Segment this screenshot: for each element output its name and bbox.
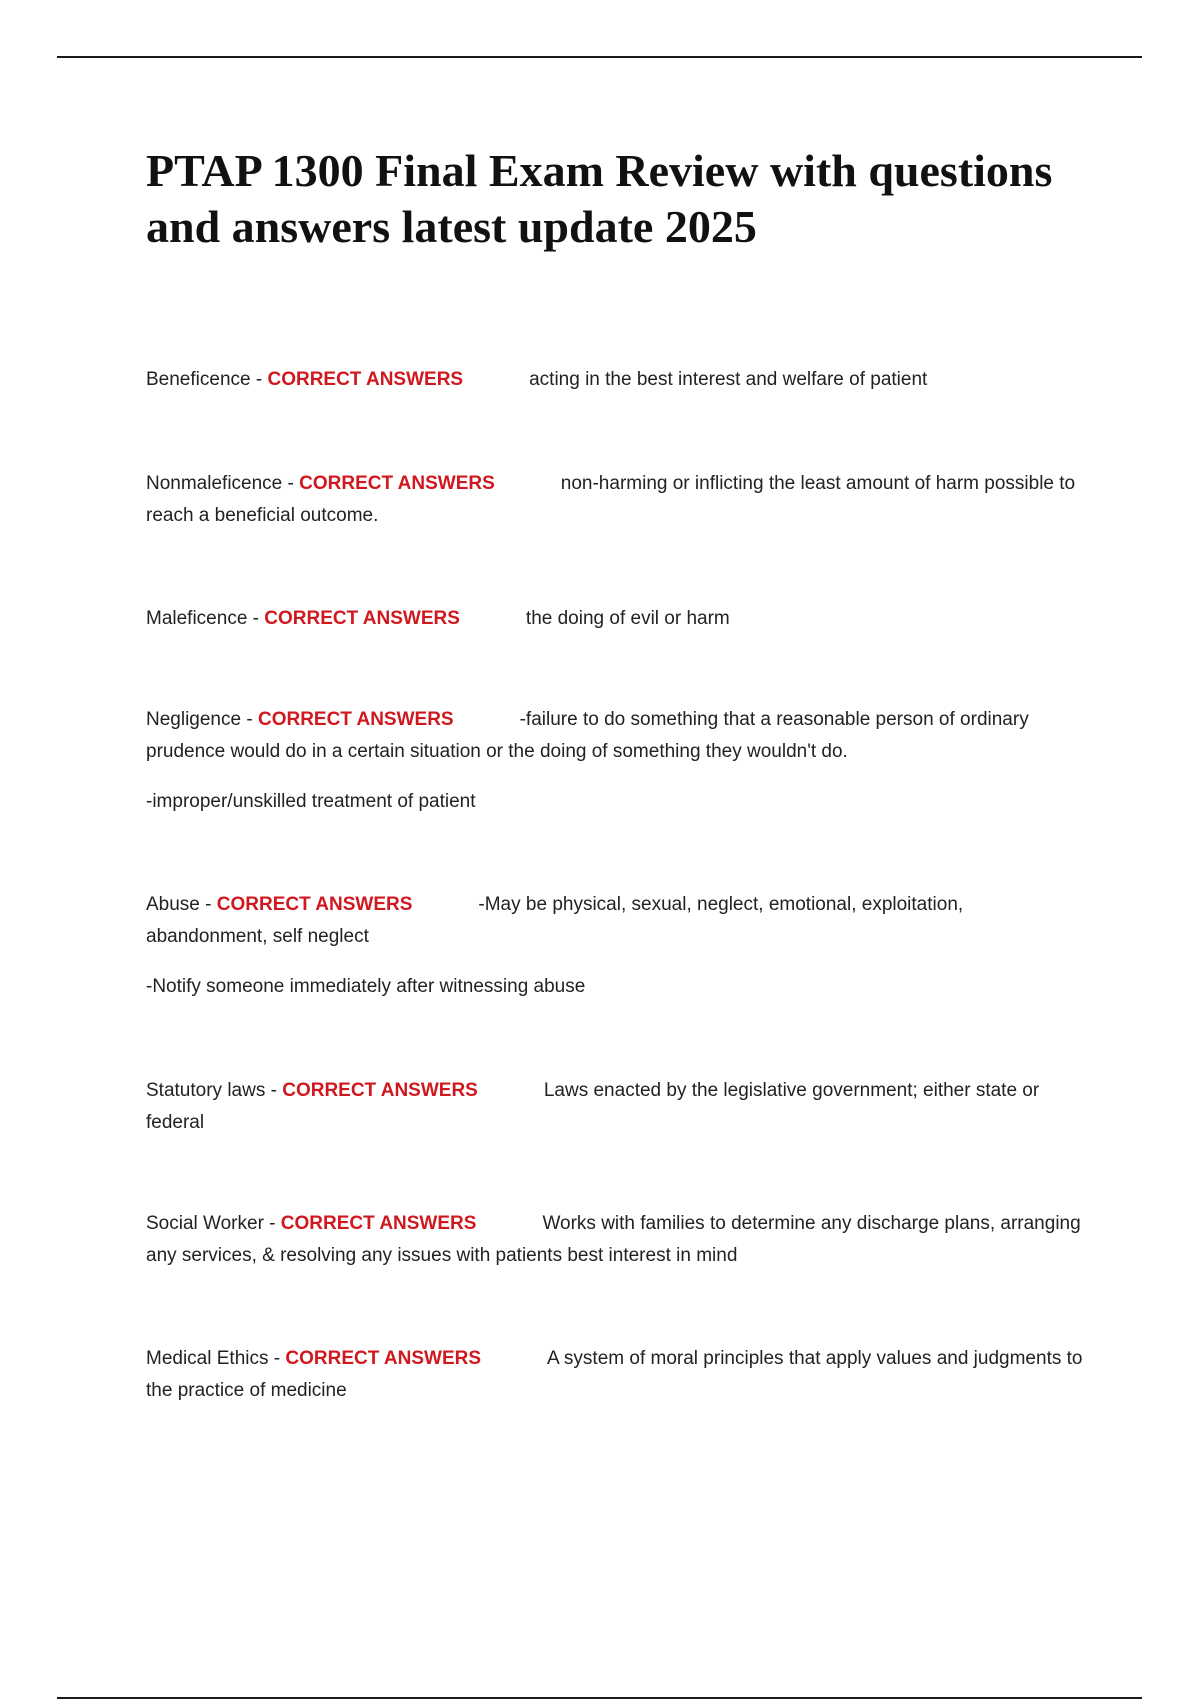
term: Social Worker	[146, 1213, 264, 1234]
definition: non-harming or inflicting the least amount of harm possible to reach a beneficial outcome.	[146, 473, 1076, 526]
qa-entry-negligence	[146, 704, 1086, 818]
correct-answers-label: CORRECT ANSWERS	[299, 473, 495, 494]
correct-answers-label: CORRECT ANSWERS	[282, 1080, 478, 1101]
definition: Works with families to determine any discharge plans, arranging any services, & resolving any issues with patients best interest in mind	[146, 1213, 1081, 1266]
term: Statutory laws	[146, 1080, 266, 1101]
qa-extra-line: -Notify someone immediately after witnessing abuse	[146, 976, 586, 997]
term-separator: -	[247, 608, 265, 629]
header-rule	[57, 56, 1142, 58]
qa-entry-maleficence	[146, 603, 1086, 635]
correct-answers-label: CORRECT ANSWERS	[264, 608, 460, 629]
term: Abuse	[146, 894, 200, 915]
term-separator: -	[263, 1213, 281, 1234]
qa-line	[146, 603, 1086, 635]
correct-answers-label: CORRECT ANSWERS	[257, 709, 454, 730]
term: Beneficence	[146, 369, 251, 390]
qa-entry-medical-ethics	[146, 1343, 1086, 1407]
document-title: PTAP 1300 Final Exam Review with questions and answers latest update 2025	[146, 145, 1053, 252]
qa-entry-statutory-laws	[146, 1075, 1086, 1139]
term-separator: -	[241, 709, 258, 730]
definition: the doing of evil or harm	[525, 608, 730, 629]
qa-line	[146, 468, 1086, 532]
qa-line	[146, 1208, 1086, 1272]
definition: A system of moral principles that apply values and judgments to the practice of medicine	[146, 1348, 1083, 1401]
definition: Laws enacted by the legislative government; either state or federal	[146, 1080, 1040, 1133]
footer-rule	[57, 1697, 1142, 1699]
term-separator: -	[199, 894, 217, 915]
qa-line	[146, 889, 1086, 953]
definition: acting in the best interest and welfare of patient	[529, 369, 928, 390]
term: Negligence	[146, 709, 242, 730]
qa-entry-beneficence	[146, 364, 1086, 396]
qa-entry-nonmaleficence	[146, 468, 1086, 532]
term: Nonmaleficence	[146, 473, 283, 494]
definition: -failure to do something that a reasonable person of ordinary prudence would do in a certain situation or the doing of something they wouldn't do.	[146, 709, 1029, 762]
term: Maleficence	[146, 608, 248, 629]
qa-line	[146, 704, 1086, 768]
term: Medical Ethics	[146, 1348, 269, 1369]
definition: -May be physical, sexual, neglect, emotional, exploitation, abandonment, self neglect	[146, 894, 964, 947]
qa-line	[146, 364, 1086, 396]
term-separator: -	[265, 1080, 283, 1101]
correct-answers-label: CORRECT ANSWERS	[267, 369, 464, 390]
term-separator: -	[268, 1348, 286, 1369]
qa-extra-line: -improper/unskilled treatment of patient	[146, 791, 476, 812]
correct-answers-label: CORRECT ANSWERS	[285, 1348, 482, 1369]
term-separator: -	[250, 369, 268, 390]
correct-answers-label: CORRECT ANSWERS	[216, 894, 413, 915]
term-separator: -	[282, 473, 300, 494]
qa-line	[146, 1343, 1086, 1407]
qa-entry-social-worker	[146, 1208, 1086, 1272]
qa-line	[146, 1075, 1086, 1139]
correct-answers-label: CORRECT ANSWERS	[280, 1213, 477, 1234]
qa-entry-abuse	[146, 889, 1086, 1003]
